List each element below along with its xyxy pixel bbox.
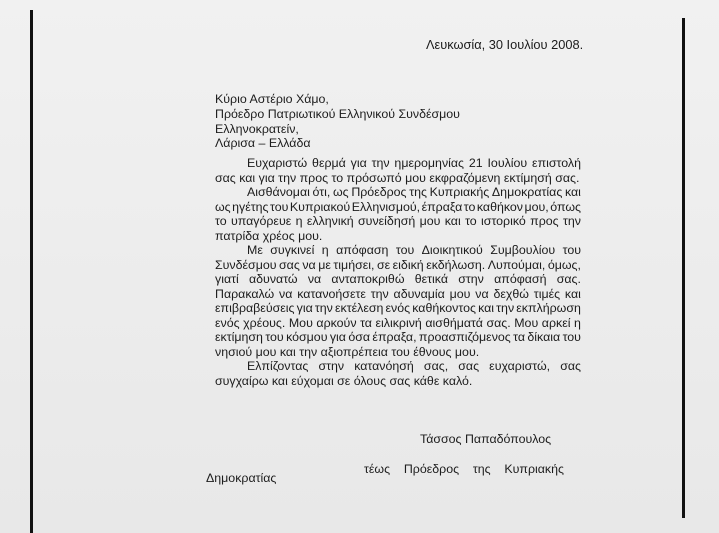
body-line: [215, 185, 581, 200]
letter-body: [215, 156, 581, 388]
body-word: ημερομηνίας: [394, 156, 465, 170]
body-word: απόφασή: [494, 272, 547, 286]
body-word: και: [564, 286, 581, 301]
body-word: μου,: [524, 199, 549, 214]
body-word: Ελπίζοντας: [247, 359, 309, 373]
body-word: σας.: [556, 272, 581, 286]
body-line: [215, 272, 581, 287]
body-word: ως: [215, 199, 231, 214]
body-line: [215, 200, 581, 215]
body-word: όμως,: [547, 257, 581, 272]
body-word: γιατί: [215, 272, 239, 286]
body-word: συγκινεί: [270, 243, 315, 257]
signature-title-end: Δημοκρατίας: [206, 471, 277, 485]
body-word: τα: [360, 315, 372, 330]
letter-date: Λευκωσία, 30 Ιουλίου 2008.: [426, 37, 584, 52]
body-word: του: [562, 330, 581, 344]
body-word: ως: [333, 185, 349, 199]
body-word: κατανοήσετε: [297, 286, 366, 301]
body-line: [215, 301, 581, 316]
body-word: Αισθάνομαι: [247, 185, 310, 199]
body-word: όπως: [550, 199, 581, 214]
body-line: [215, 156, 581, 171]
body-word: αδυνατώ: [249, 272, 298, 286]
body-word: αρκεί: [541, 315, 571, 330]
body-word: σας: [560, 359, 581, 373]
body-word: συνείδησή: [358, 214, 416, 228]
body-word: για: [350, 156, 367, 170]
body-word: μου: [419, 214, 441, 228]
body-word: η: [574, 315, 581, 330]
body-word: σας,: [423, 359, 449, 373]
body-word: μου: [449, 286, 471, 301]
body-word: απόφαση: [336, 243, 389, 257]
body-line: πατρίδα χρέος μου.: [215, 228, 323, 243]
body-word: εκπλήρωση: [516, 301, 581, 315]
body-word: ευχαριστώ,: [489, 359, 551, 373]
body-word: Παρακαλώ: [215, 286, 275, 301]
body-word: να: [307, 272, 322, 286]
body-word: υπαγόρευε: [230, 214, 292, 228]
body-word: την: [496, 301, 515, 315]
body-word: Λυπούμαι,: [487, 257, 546, 272]
body-word: το: [465, 214, 477, 228]
body-word: Ιουλίου: [487, 156, 528, 170]
body-word: σας: [458, 359, 480, 373]
body-word: ενός: [215, 315, 240, 330]
signature-name: Τάσσος Παπαδόπουλος: [420, 432, 552, 446]
body-word: του: [265, 330, 284, 344]
body-word: της: [409, 185, 427, 199]
body-word: προασπιζόμενος: [418, 330, 511, 344]
signature-title-word: Πρόεδρος: [403, 462, 460, 476]
body-word: στην: [318, 359, 345, 373]
body-word: Κυπριακής: [429, 185, 490, 199]
body-word: τα: [513, 330, 526, 344]
body-word: σε: [376, 257, 391, 272]
body-word: η: [295, 214, 303, 228]
scan-edge-left: [30, 10, 33, 533]
body-word: Μου: [288, 315, 313, 330]
address-line: Ελληνοκρατείν,: [215, 121, 299, 136]
body-word: του: [270, 199, 289, 214]
body-word: Με: [247, 243, 263, 257]
body-word: το: [215, 214, 227, 228]
body-word: Δημοκρατίας: [491, 185, 563, 199]
body-word: Ελληνισμού,: [351, 199, 421, 214]
body-word: ιστορικό: [481, 214, 526, 228]
body-word: δεχθώ: [493, 286, 529, 301]
body-line: συγχαίρω και εύχομαι σε όλους σας κάθε καλό.: [215, 373, 473, 388]
body-word: σας: [279, 257, 300, 272]
address-line: Πρόεδρο Πατριωτικού Ελληνικού Συνδέσμου: [215, 106, 460, 121]
body-word: να: [302, 257, 316, 272]
body-word: έπραξα: [421, 199, 463, 214]
body-line: σας και για την προς το πρόσωπό μου εκφραζόμενη εκτίμησή σας.: [215, 170, 580, 185]
body-word: να: [279, 286, 293, 301]
body-word: καθήκον: [476, 199, 523, 214]
body-line: [215, 287, 581, 302]
body-word: ανταποκριθώ: [331, 272, 405, 286]
body-word: η: [321, 243, 329, 257]
body-word: αδυναμία: [393, 286, 445, 301]
body-word: Πρόεδρος: [351, 185, 407, 199]
body-word: ελληνική: [306, 214, 354, 228]
body-word: έπραξα,: [372, 330, 417, 344]
signature-title-word: της: [472, 462, 491, 476]
body-word: επιστολή: [532, 156, 581, 170]
body-word: την: [371, 156, 390, 170]
body-word: δίκαια: [527, 330, 561, 344]
body-word: Κυπριακού: [289, 199, 351, 214]
signature-title: [364, 462, 564, 477]
body-word: ηγέτης: [232, 199, 269, 214]
body-word: όσα: [348, 330, 371, 344]
body-word: καθήκοντος: [412, 301, 476, 315]
body-line: [215, 316, 581, 331]
body-word: τιμές: [533, 286, 561, 301]
body-word: για: [329, 330, 346, 344]
address-line: Κύριο Αστέριο Χάμο,: [215, 92, 329, 106]
body-word: στην: [458, 272, 484, 286]
scan-edge-right: [682, 18, 685, 518]
body-word: αισθήματά: [425, 315, 483, 330]
body-word: για: [296, 301, 313, 315]
body-word: και: [444, 214, 461, 228]
address-line: Λάρισα – Ελλάδα: [215, 136, 311, 151]
body-word: να: [475, 286, 489, 301]
body-line: [215, 243, 581, 258]
body-word: ενός: [385, 301, 411, 315]
body-word: του: [395, 243, 415, 257]
body-word: ειλικρινή: [375, 315, 422, 330]
body-word: αρκούν: [316, 315, 357, 330]
body-word: ειδική: [392, 257, 424, 272]
body-word: την: [562, 214, 581, 228]
body-line: [215, 330, 581, 345]
body-word: ότι,: [312, 185, 331, 199]
body-word: με: [318, 257, 331, 272]
body-line: νησιού μου και την αξιοπρέπεια του έθνους μου.: [215, 344, 480, 359]
body-word: Συνδέσμου: [215, 257, 277, 272]
body-line: [215, 359, 581, 374]
recipient-address: [215, 92, 460, 151]
body-word: το: [463, 199, 476, 214]
body-word: θετικά: [414, 272, 449, 286]
body-word: κόσμου: [286, 330, 328, 344]
body-word: του: [562, 243, 581, 257]
body-word: σας.: [486, 315, 511, 330]
body-word: κατανόησή: [354, 359, 414, 373]
body-word: εκτίμηση: [215, 330, 263, 344]
body-word: θερμά: [312, 156, 346, 170]
body-word: την: [314, 301, 333, 315]
body-word: 21: [468, 156, 483, 170]
body-word: τιμήσει,: [333, 257, 375, 272]
body-word: και: [564, 185, 581, 199]
body-word: χρέους.: [243, 315, 286, 330]
body-word: Ευχαριστώ: [247, 156, 308, 170]
body-line: [215, 258, 581, 273]
body-word: προς: [530, 214, 559, 228]
signature-title-word: Κυπριακής: [504, 462, 564, 476]
signature-title-word: τέως: [364, 462, 391, 476]
body-word: επιβραβεύσεις: [215, 301, 295, 315]
body-line: [215, 214, 581, 229]
body-word: Συμβουλίου: [490, 243, 556, 257]
body-word: την: [370, 286, 389, 301]
body-word: εκτέλεση: [334, 301, 384, 315]
body-word: εκδήλωση.: [426, 257, 486, 272]
body-word: Μου: [514, 315, 539, 330]
body-word: Διοικητικού: [421, 243, 483, 257]
body-word: και: [478, 301, 495, 315]
